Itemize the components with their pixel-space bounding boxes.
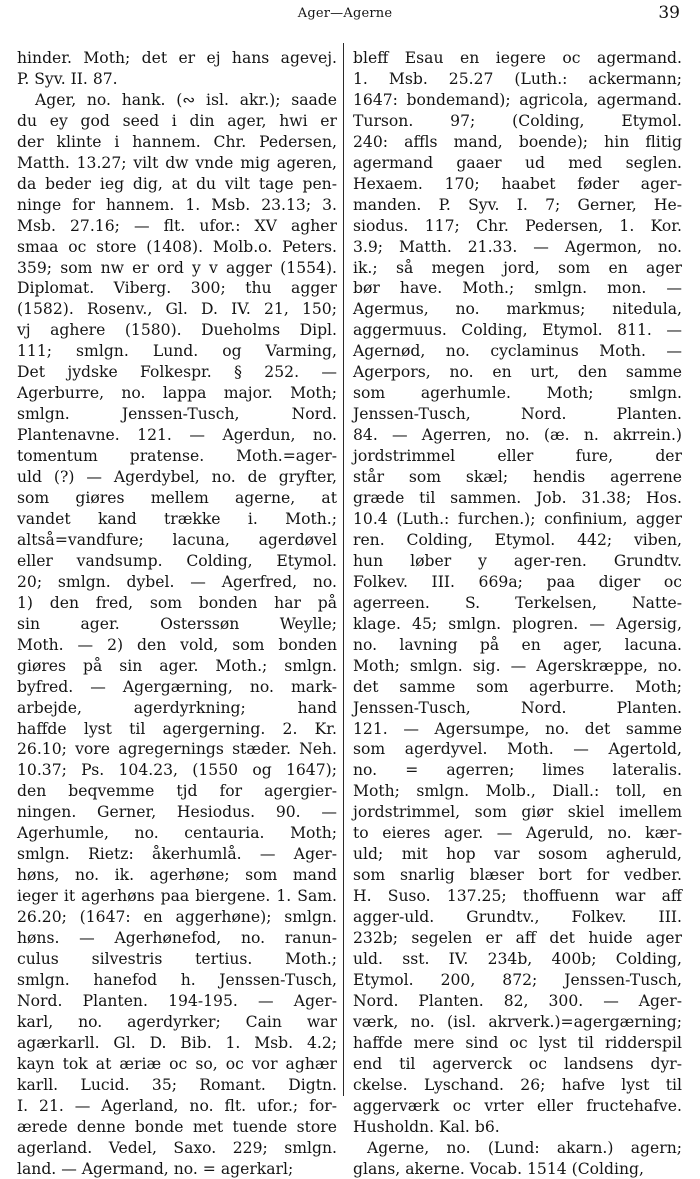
text-line: arbejde, agerdyrkning; hand [17,698,337,717]
text-line: 1. Msb. 25.27 (Luth.: ackermann; [353,69,682,88]
text-line: 10.4 (Luth.: furchen.); confinium, agger [353,509,682,528]
text-line: Agernød, no. cyclaminus Moth. — [353,342,682,361]
text-line: Diplomat. Viberg. 300; thu agger [17,279,337,298]
text-line: 359; som nw er ord y v agger (1554). [17,258,337,277]
text-line: Moth; smlgn. Molb., Diall.: toll, en [353,782,682,801]
text-line: Jenssen-Tusch, Nord. Planten. [353,405,682,424]
text-line: Hexaem. 170; haabet føder ager- [353,174,682,193]
text-line: Moth; smlgn. sig. — Agerskræppe, no. [353,656,682,675]
text-line: karll. Lucid. 35; Romant. Digtn. [17,1075,337,1094]
text-line: Husholdn. Kal. b6. [353,1117,500,1136]
text-line: høns, no. ik. agerhøne; som mand [17,866,337,885]
text-line: kayn tok at æriæ oc so, oc vor aghær [17,1054,337,1073]
text-line: står som skæl; hendis agerrene [353,468,682,487]
text-line: ærede denne bonde met tuende store [17,1117,337,1136]
text-line: agermand gaaer ud med seglen. [353,153,682,172]
text-line: culus silvestris tertius. Moth.; [17,949,337,968]
text-line: ieger it agerhøns paa biergene. 1. Sam. [17,887,337,906]
text-line: ik.; så megen jord, som en ager [353,258,682,277]
text-line: Nord. Planten. 82, 300. — Ager- [353,991,682,1010]
text-line: uld (?) — Agerdybel, no. de gryfter, [17,468,337,487]
text-line: græde til sammen. Job. 31.38; Hos. [353,489,682,508]
text-line: sin ager. Osterssøn Weylle; [17,614,337,633]
text-line: ningen. Gerner, Hesiodus. 90. — [17,803,337,822]
text-line: Agerhumle, no. centauria. Moth; [17,824,337,843]
left-column [17,48,337,1179]
text-line: haffde mere sind oc lyst til ridderspil [353,1033,682,1052]
text-line: to eieres ager. — Ageruld, no. kær- [353,824,682,843]
text-line: 20; smlgn. dybel. — Agerfred, no. [17,572,337,591]
text-line: 26.20; (1647: en aggerhøne); smlgn. [17,908,337,927]
text-line: 26.10; vore agregernings stæder. Neh. [17,740,337,759]
text-line: agger-uld. Grundtv., Folkev. III. [353,908,682,927]
text-line: 10.37; Ps. 104.23, (1550 og 1647); [17,761,337,780]
text-line: der klinte i hannem. Chr. Pedersen, [17,132,337,151]
text-line: P. Syv. II. 87. [17,69,118,88]
text-line: siodus. 117; Chr. Pedersen, 1. Kor. [353,216,682,235]
text-line: I. 21. — Agerland, no. flt. ufor.; for- [17,1096,337,1115]
text-line: Matth. 13.27; vilt dw vnde mig ageren, [17,153,337,172]
text-line: hun løber y ager-ren. Grundtv. [353,551,682,570]
text-line: som snarlig blæser bort for vedber. [353,866,682,885]
text-line: 1) den fred, som bonden har på [17,593,337,612]
text-line: 240: affls mand, boende); hin flitig [353,132,682,151]
text-line: Jenssen-Tusch, Nord. Planten. [353,698,682,717]
text-line: byfred. — Agergærning, no. mark- [17,677,337,696]
text-line: Msb. 27.16; — flt. ufor.: XV agher [17,216,337,235]
text-line: bleff Esau en iegere oc agermand. [353,49,682,67]
text-line: Ager, no. hank. (∾ isl. akr.); saade [35,90,337,109]
text-line: smaa oc store (1408). Molb.o. Peters. [17,237,337,256]
text-line: ren. Colding, Etymol. 442; viben, [353,530,682,549]
text-line: vandet kand trække i. Moth.; [17,509,337,528]
text-line: no. = agerren; limes lateralis. [353,761,682,780]
text-line: Agerne, no. (Lund: akarn.) agern; [367,1138,682,1157]
text-line: Folkev. III. 669a; paa diger oc [353,572,682,591]
text-line: smlgn. Rietz: åkerhumlå. — Ager- [17,845,337,864]
text-line: 121. — Agersumpe, no. det samme [353,719,682,738]
text-line: manden. P. Syv. I. 7; Gerner, He- [353,195,682,214]
text-line: Plantenavne. 121. — Agerdun, no. [17,426,337,445]
text-line: end til agerverck oc landsens dyr- [353,1054,682,1073]
text-line: ninge for hannem. 1. Msb. 23.13; 3. [17,195,337,214]
text-line: Agermus, no. markmus; nitedula, [353,300,682,319]
text-line: Agerburre, no. lappa major. Moth; [17,384,337,403]
right-column [353,48,682,1179]
text-line: land. — Agermand, no. = agerkarl; [17,1159,294,1178]
text-line: bør have. Moth.; smlgn. mon. — [353,279,682,298]
text-line: agerland. Vedel, Saxo. 229; smlgn. [17,1138,337,1157]
text-line: Etymol. 200, 872; Jenssen-Tusch, [353,970,682,989]
text-line: 111; smlgn. Lund. og Varming, [17,342,337,361]
text-line: Turson. 97; (Colding, Etymol. [353,111,682,130]
text-line: som agerdyvel. Moth. — Agertold, [353,740,682,759]
running-header: Ager—Agerne [297,6,393,21]
text-line: altså=vandfure; lacuna, agerdøvel [17,530,337,549]
text-line: Det jydske Folkespr. § 252. — [17,363,337,382]
text-line: som agerhumle. Moth; smlgn. [353,384,682,403]
text-line: tomentum pratense. Moth.=ager- [17,447,337,466]
text-line: ckelse. Lyschand. 26; hafve lyst til [353,1075,682,1094]
text-line: uld. sst. IV. 234b, 400b; Colding, [353,949,682,968]
text-line: da beder ieg dig, at du vilt tage pen- [17,174,337,193]
text-line: Agerpors, no. en urt, den samme [353,363,682,382]
text-line: haffde lyst til agergerning. 2. Kr. [17,719,337,738]
text-line: den beqvemme tjd for agergier- [17,782,337,801]
page-number: 39 [658,3,680,23]
text-line: Nord. Planten. 194-195. — Ager- [17,991,337,1010]
text-line: glans, akerne. Vocab. 1514 (Colding, [353,1159,644,1178]
text-line: hinder. Moth; det er ej hans agevej. [17,49,337,67]
text-line: eller vandsump. Colding, Etymol. [17,551,337,570]
text-line: høns. — Agerhønefod, no. ranun- [17,929,337,948]
text-line: Moth. — 2) den vold, som bonden [17,635,337,654]
text-line: (1582). Rosenv., Gl. D. IV. 21, 150; [17,300,337,319]
text-line: uld; mit hop var sosom agheruld, [353,845,682,864]
text-line: 3.9; Matth. 21.33. — Agermon, no. [353,237,682,256]
text-line: som giøres mellem agerne, at [17,489,337,508]
text-line: vj aghere (1580). Dueholms Dipl. [17,321,337,340]
text-line: jordstrimmel, som giør skiel imellem [353,803,682,822]
text-line: du ey god seed i din ager, hwi er [17,111,337,130]
text-line: 84. — Agerren, no. (æ. n. akrrein.) [353,426,682,445]
text-line: 232b; segelen er aff det huide ager [353,929,682,948]
text-line: giøres på sin ager. Moth.; smlgn. [17,656,337,675]
text-line: no. lavning på en ager, lacuna. [353,635,682,654]
text-line: agerreen. S. Terkelsen, Natte- [353,593,682,612]
text-line: aggermuus. Colding, Etymol. 811. — [353,321,682,340]
text-line: smlgn. hanefod h. Jenssen-Tusch, [17,970,337,989]
text-line: det samme som agerburre. Moth; [353,677,682,696]
text-line: klage. 45; smlgn. plogren. — Agersig, [353,614,682,633]
text-line: værk, no. (isl. akrverk.)=agergærning; [353,1012,682,1031]
text-line: H. Suso. 137.25; thoffuenn war aff [353,887,682,906]
text-line: agærkarll. Gl. D. Bib. 1. Msb. 4.2; [17,1033,337,1052]
text-line: jordstrimmel eller fure, der [353,447,682,466]
column-divider [343,43,344,1096]
text-line: 1647: bondemand); agricola, agermand. [353,90,682,109]
text-line: smlgn. Jenssen-Tusch, Nord. [17,405,337,424]
text-line: aggerværk oc vrter eller fructehafve. [353,1096,682,1115]
text-line: karl, no. agerdyrker; Cain war [17,1012,337,1031]
